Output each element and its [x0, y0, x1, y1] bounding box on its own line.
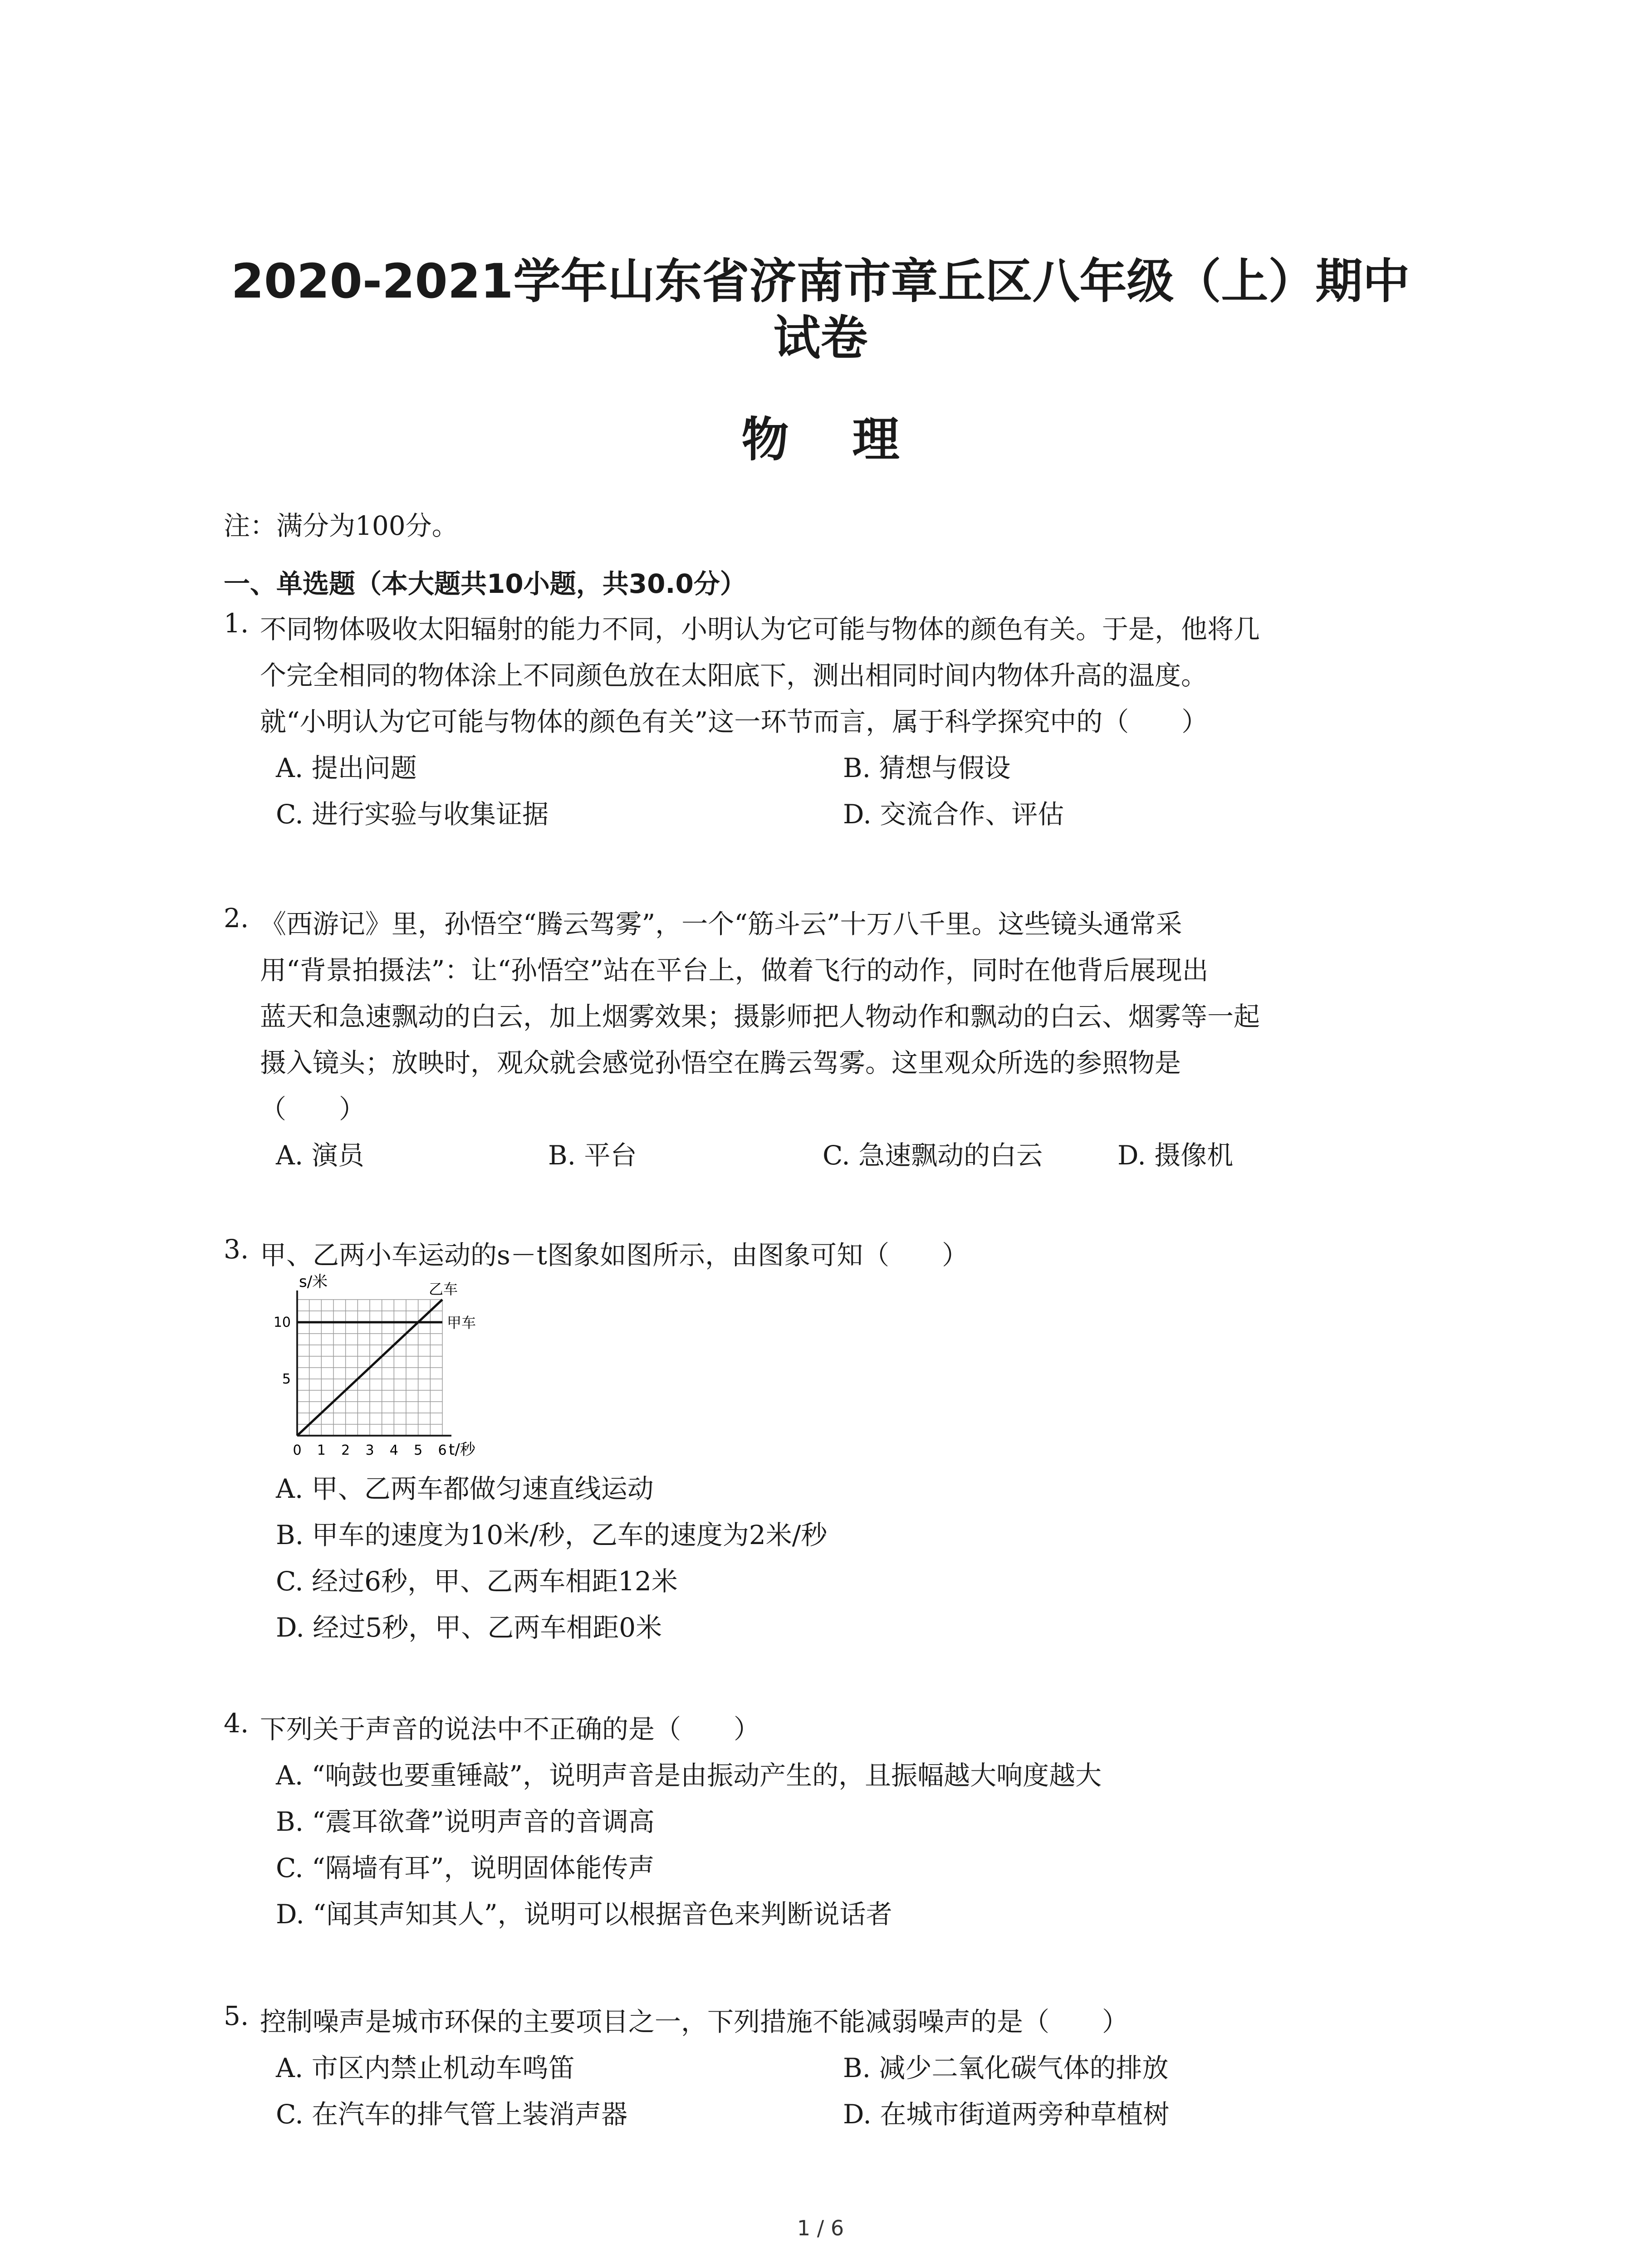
option-b[interactable]: B. 平台	[548, 1140, 637, 1171]
option-a[interactable]: A. 提出问题	[276, 753, 417, 783]
question-text-line: 就“小明认为它可能与物体的颜色有关”这一环节而言，属于科学探究中的（ ）	[260, 706, 1208, 737]
question-text-line: 下列关于声音的说法中不正确的是（ ）	[260, 1714, 760, 1745]
question-text-line: 不同物体吸收太阳辐射的能力不同，小明认为它可能与物体的颜色有关。于是，他将几	[260, 614, 1260, 645]
exam-title-line2: 试卷	[773, 310, 868, 366]
question-number: 4.	[224, 1708, 249, 1739]
series-label: 甲车	[447, 1314, 476, 1331]
question-number: 1.	[224, 608, 249, 639]
option-c[interactable]: C. 经过6秒，甲、乙两车相距12米	[276, 1566, 678, 1597]
chart-series	[297, 1281, 476, 1436]
question-text-line: 甲、乙两小车运动的s－t图象如图所示，由图象可知（ ）	[260, 1240, 969, 1271]
option-c[interactable]: C. “隔墙有耳”，说明固体能传声	[276, 1853, 655, 1883]
y-axis-label: s/米	[299, 1273, 328, 1291]
option-a[interactable]: A. 市区内禁止机动车鸣笛	[276, 2053, 575, 2083]
option-d[interactable]: D. 在城市街道两旁种草植树	[843, 2099, 1170, 2130]
x-tick-label: 4	[389, 1442, 398, 1458]
option-a[interactable]: A. “响鼓也要重锤敲”，说明声音是由振动产生的，且振幅越大响度越大	[276, 1760, 1102, 1791]
score-note: 注：满分为100分。	[224, 510, 458, 541]
question-number: 5.	[224, 2000, 249, 2031]
option-a[interactable]: A. 甲、乙两车都做匀速直线运动	[276, 1473, 654, 1504]
x-axis-label: t/秒	[449, 1441, 475, 1459]
section-heading-single-choice: 一、单选题（本大题共10小题，共30.0分）	[224, 568, 746, 599]
option-c[interactable]: C. 在汽车的排气管上装消声器	[276, 2099, 628, 2130]
option-d[interactable]: D. 经过5秒，甲、乙两车相距0米	[276, 1612, 662, 1643]
option-b[interactable]: B. 甲车的速度为10米/秒，乙车的速度为2米/秒	[276, 1520, 828, 1550]
exam-title-line1: 2020-2021学年山东省济南市章丘区八年级（上）期中	[231, 254, 1410, 309]
y-tick-label: 5	[282, 1371, 291, 1387]
question-text-line: 摄入镜头；放映时，观众就会感觉孙悟空在腾云驾雾。这里观众所选的参照物是	[260, 1047, 1181, 1078]
option-a[interactable]: A. 演员	[276, 1140, 364, 1171]
st-graph	[272, 1272, 481, 1467]
x-tick-labels	[293, 1442, 446, 1458]
question-text-line: 蓝天和急速飘动的白云，加上烟雾效果；摄影师把人物动作和飘动的白云、烟雾等一起	[260, 1001, 1260, 1032]
x-tick-label: 1	[317, 1442, 326, 1458]
option-b[interactable]: B. 猜想与假设	[843, 753, 1011, 783]
option-d[interactable]: D. 摄像机	[1117, 1140, 1234, 1171]
option-c[interactable]: C. 急速飘动的白云	[823, 1140, 1043, 1171]
question-text-line: 个完全相同的物体涂上不同颜色放在太阳底下，测出相同时间内物体升高的温度。	[260, 660, 1208, 691]
y-tick-label: 10	[273, 1315, 291, 1330]
option-b[interactable]: B. 减少二氧化碳气体的排放	[843, 2053, 1169, 2083]
option-c[interactable]: C. 进行实验与收集证据	[276, 799, 549, 830]
option-d[interactable]: D. 交流合作、评估	[843, 799, 1064, 830]
question-text-line: 用“背景拍摄法”：让“孙悟空”站在平台上，做着飞行的动作，同时在他背后展现出	[260, 955, 1209, 986]
page-number: 1 / 6	[797, 2216, 844, 2240]
question-text-line: 控制噪声是城市环保的主要项目之一，下列措施不能减弱噪声的是（ ）	[260, 2006, 1129, 2037]
option-b[interactable]: B. “震耳欲聋”说明声音的音调高	[276, 1806, 655, 1837]
x-tick-label: 6	[438, 1442, 447, 1458]
question-text-line: 《西游记》里，孙悟空“腾云驾雾”，一个“筋斗云”十万八千里。这些镜头通常采	[260, 909, 1182, 939]
series-label: 乙车	[429, 1281, 458, 1298]
question-text-line: （ ）	[260, 1094, 366, 1124]
x-tick-label: 0	[293, 1442, 302, 1458]
x-tick-label: 3	[365, 1442, 374, 1458]
option-d[interactable]: D. “闻其声知其人”，说明可以根据音色来判断说话者	[276, 1899, 892, 1930]
question-number: 2.	[224, 903, 249, 934]
y-tick-labels	[274, 1315, 291, 1387]
x-tick-label: 5	[414, 1442, 423, 1458]
question-number: 3.	[224, 1234, 249, 1265]
subject-heading: 物理	[741, 412, 963, 467]
x-tick-label: 2	[341, 1442, 350, 1458]
